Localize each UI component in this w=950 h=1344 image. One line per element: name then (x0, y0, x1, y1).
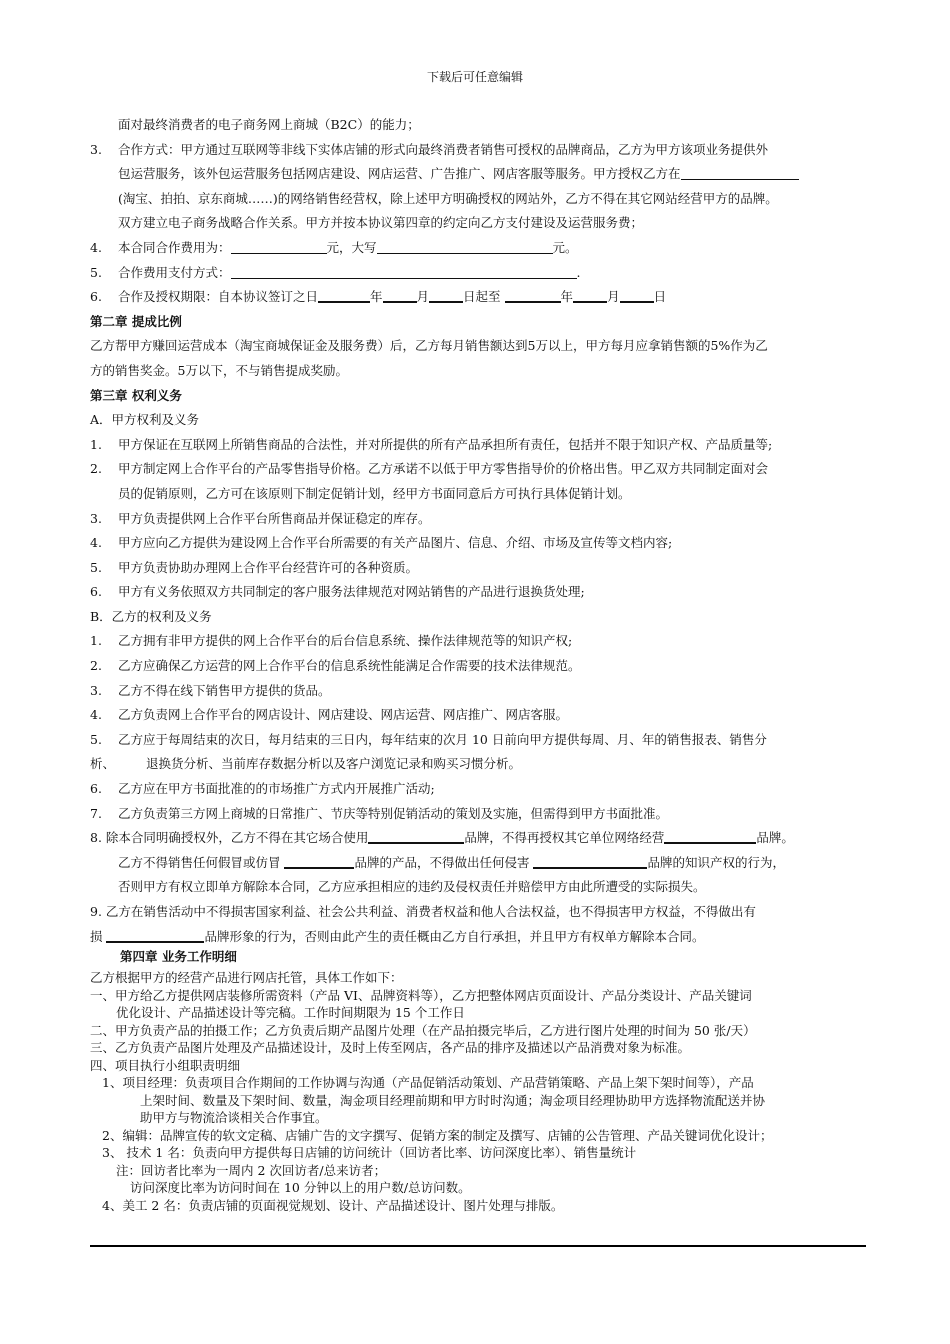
date-unit: 月 (416, 289, 430, 305)
chapter-4-title: 第四章 业务工作明细 (120, 949, 237, 964)
item-number: 2. (90, 658, 102, 674)
chapter-4 (90, 945, 866, 1214)
item-text: 乙方负责第三方网上商城的日常推广、节庆等特别促销活动的策划及实施，但需得到甲方书面批准。 (118, 805, 669, 821)
list-item-continued: 优化设计、产品描述设计等完稿。工作时间期限为 15 个工作日 (116, 1005, 465, 1020)
date-unit: 日起至 (463, 289, 501, 305)
blank-line (231, 239, 327, 254)
clause-number: 4. (90, 239, 102, 255)
item-text: 甲方制定网上合作平台的产品零售指导价格。乙方承诺不以低于甲方零售指导价的价格出售。甲乙双方共同制定面对会 (118, 461, 769, 477)
clause-text: 合作及授权期限：自本协议签订之日 (118, 289, 319, 305)
blank-line (368, 828, 464, 844)
list-item: 三、乙方负责产品图片处理及产品描述设计，及时上传至网店，各产品的排序及描述以产品消费对象为标准。 (90, 1040, 691, 1055)
item-text: 甲方有义务依照双方共同制定的客户服务法律规范对网站销售的产品进行退换货处理; (118, 584, 585, 600)
paragraph: 乙方根据甲方的经营产品进行网店托管，具体工作如下： (90, 970, 403, 985)
list-item (90, 531, 866, 556)
clause-3 (90, 138, 866, 163)
clause-8-line (90, 851, 866, 876)
list-item (90, 556, 866, 581)
blank-line (318, 287, 370, 303)
list-item (90, 629, 866, 654)
list-item: 二、甲方负责产品的拍摄工作；乙方负责后期产品图片处理（在产品拍摄完毕后，乙方进行图片处理的时间为 50 张/天） (90, 1022, 756, 1038)
item-text: 甲方保证在互联网上所销售商品的合法性，并对所提供的所有产品承担所有责任，包括并不限于知识产权、产品质量等; (118, 436, 773, 452)
clause-6 (90, 285, 866, 310)
chapter-2-title: 第二章 提成比例 (90, 313, 182, 329)
list-item (90, 433, 866, 458)
blank-line (664, 828, 756, 844)
blank-line (231, 264, 577, 279)
clause-8 (90, 826, 866, 851)
item-number: 4. (90, 535, 102, 551)
item-text: 乙方不得在线下销售甲方提供的货品。 (118, 682, 331, 698)
clause-text: 元，大写 (326, 239, 377, 255)
list-item-continued: 员的促销原则，乙方可在该原则下制定促销计划，经甲方书面同意后方可执行具体促销计划。 (118, 485, 631, 501)
item-number: 3. (90, 682, 102, 698)
item-number: 6. (90, 584, 102, 600)
blank-line (284, 853, 354, 869)
clause-5 (90, 261, 866, 286)
list-item: 四、项目执行小组职责明细 (90, 1057, 241, 1073)
date-unit: 月 (607, 289, 620, 305)
clause-4 (90, 236, 866, 261)
blank-line (383, 287, 417, 303)
clause-3-line: 双方建立电子商务战略合作关系。甲方并按本协议第四章的约定向乙方支付建设及运营服务费； (118, 215, 644, 231)
clause-number: 5. (90, 264, 102, 280)
list-item (90, 703, 866, 728)
clause-text: 包运营服务，该外包运营服务包括网店建设、网店运营、广告推广、网店客服等服务。甲方授权乙方在 (118, 166, 681, 182)
list-item (90, 728, 866, 753)
item-text: 乙方应在甲方书面批准的的市场推广方式内开展推广活动; (118, 781, 435, 797)
list-item (90, 457, 866, 482)
clause-text: 品牌形象的行为，否则由此产生的责任概由乙方自行承担，并且甲方有权单方解除本合同。 (204, 928, 705, 944)
section-a-title: A．甲方权利及义务 (90, 412, 200, 428)
contract-body (90, 113, 866, 949)
paragraph: 方的销售奖金。5万以下，不与销售提成奖励。 (90, 362, 348, 378)
paragraph: 乙方帮甲方赚回运营成本（淘宝商城保证金及服务费）后，乙方每月销售额达到5万以上，甲方每月应拿销售额的5%作为乙 (90, 338, 768, 354)
role-note: 访问深度比率为访问时间在 10 分钟以上的用户数/总访问数。 (130, 1180, 471, 1195)
blank-line (573, 287, 607, 303)
blank-line (681, 165, 799, 180)
date-unit: 年 (370, 289, 383, 305)
clause-text: 8. 除本合同明确授权外，乙方不得在其它场合使用 (90, 830, 369, 846)
list-item (90, 802, 866, 827)
list-item (90, 679, 866, 704)
role-item: 2、编辑：品牌宣传的软文定稿、店铺广告的文字撰写、促销方案的制定及撰写、店铺的公告管理、产品关键词优化设计； (102, 1127, 773, 1143)
page-header: 下载后可任意编辑 (426, 70, 523, 84)
item-number: 6. (90, 781, 102, 797)
list-item (90, 507, 866, 532)
clause-text: 损 (90, 928, 107, 944)
item-number: 7. (90, 805, 102, 821)
clause-text: 本合同合作费用为： (118, 239, 231, 255)
footer-rule (90, 1245, 866, 1247)
list-item-continued (90, 752, 866, 777)
blank-line (429, 287, 463, 303)
clause-text: 品牌的产品，不得做出任何侵害 (354, 854, 534, 870)
item-text: 甲方应向乙方提供为建设网上合作平台所需要的有关产品图片、信息、介绍、市场及宣传等文档内容; (118, 535, 673, 551)
item-number: 5. (90, 559, 102, 575)
role-item-continued: 上架时间、数量及下架时间、数量，淘金项目经理前期和甲方时时沟通；淘金项目经理协助甲方选择物流配送并协 (140, 1092, 766, 1108)
item-number: 3. (90, 510, 102, 526)
clause-3-line (90, 162, 866, 187)
date-unit: 年 (560, 289, 574, 305)
item-text: 乙方应确保乙方运营的网上合作平台的信息系统性能满足合作需要的技术法律规范。 (118, 658, 581, 674)
item-text: 析、 (90, 756, 116, 772)
section-b-title: B．乙方的权利及义务 (90, 608, 212, 624)
clause-text: 元。 (552, 239, 578, 255)
blank-line (106, 927, 204, 943)
blank-line (505, 287, 561, 303)
item-number: 1. (90, 633, 102, 649)
role-note: 注：回访者比率为一周内 2 次回访者/总来访者； (116, 1162, 387, 1178)
role-item: 1、项目经理：负责项目合作期间的工作协调与沟通（产品促销活动策划、产品营销策略、产品上架下架时间等），产品 (102, 1075, 754, 1090)
list-item (90, 654, 866, 679)
clause-number: 3. (90, 141, 102, 157)
item-number: 1. (90, 436, 102, 452)
list-item: 一、甲方给乙方提供网店装修所需资料（产品 VI、品牌资料等），乙方把整体网店页面设计、产品分类设计、产品关键词 (90, 987, 752, 1003)
item-text: 乙方拥有非甲方提供的网上合作平台的后台信息系统、操作法律规范等的知识产权; (118, 633, 573, 649)
item-number: 2. (90, 461, 102, 477)
item-text: 乙方应于每周结束的次日，每月结束的三日内，每年结束的次月 10 日前向甲方提供每周、月、年的销售报表、销售分 (118, 731, 767, 747)
blank-line (377, 239, 553, 254)
clause-number: 6. (90, 289, 102, 305)
role-item: 4、美工 2 名：负责店铺的页面视觉规划、设计、产品描述设计、图片处理与排版。 (102, 1197, 564, 1213)
item-text: 甲方负责提供网上合作平台所售商品并保证稳定的库存。 (118, 510, 431, 526)
clause-8-line: 否则甲方有权立即单方解除本合同，乙方应承担相应的违约及侵权责任并赔偿甲方由此所遭受的实际损失。 (118, 879, 706, 895)
item-text: 甲方负责协助办理网上合作平台经营许可的各种资质。 (118, 559, 419, 575)
clause-text: 合作费用支付方式： (118, 264, 231, 280)
clause-text: 品牌。 (756, 830, 794, 846)
list-item (90, 580, 866, 605)
clause-text: . (576, 264, 581, 280)
role-item-continued: 助甲方与物流洽谈相关合作事宜。 (140, 1110, 328, 1125)
clause-9: 9. 乙方在销售活动中不得损害国家利益、社会公共利益、消费者权益和他人合法权益，也不得损害甲方权益，不得做出有 (90, 904, 756, 919)
clause-text: 合作方式：甲方通过互联网等非线下实体店铺的形式向最终消费者销售可授权的品牌商品，乙方为甲方该项业务提供外 (118, 141, 769, 157)
item-number: 4. (90, 707, 102, 723)
clause-3-line: (淘宝、拍拍、京东商城……)的网络销售经营权，除上述甲方明确授权的网站外，乙方不得在其它网站经营甲方的品牌。 (118, 190, 778, 206)
blank-line (620, 287, 654, 303)
role-item: 3、 技术 1 名：负责向甲方提供每日店铺的访问统计（回访者比率、访问深度比率）、销售量统计 (102, 1145, 637, 1160)
clause-text: 品牌的知识产权的行为， (647, 854, 785, 870)
clause-text: 品牌，不得再授权其它单位网络经营 (464, 830, 665, 846)
paragraph: 面对最终消费者的电子商务网上商城（B2C）的能力； (118, 117, 420, 132)
blank-line (533, 853, 647, 869)
chapter-3-title: 第三章 权利义务 (90, 387, 182, 403)
item-text: 乙方负责网上合作平台的网店设计、网店建设、网店运营、网店推广、网店客服。 (118, 707, 569, 723)
item-text: 退换货分析、当前库存数据分析以及客户浏览记录和购买习惯分析。 (146, 756, 522, 772)
clause-text: 乙方不得销售任何假冒或仿冒 (118, 854, 285, 870)
item-number: 5. (90, 731, 102, 747)
date-unit: 日 (653, 289, 667, 305)
list-item (90, 777, 866, 802)
